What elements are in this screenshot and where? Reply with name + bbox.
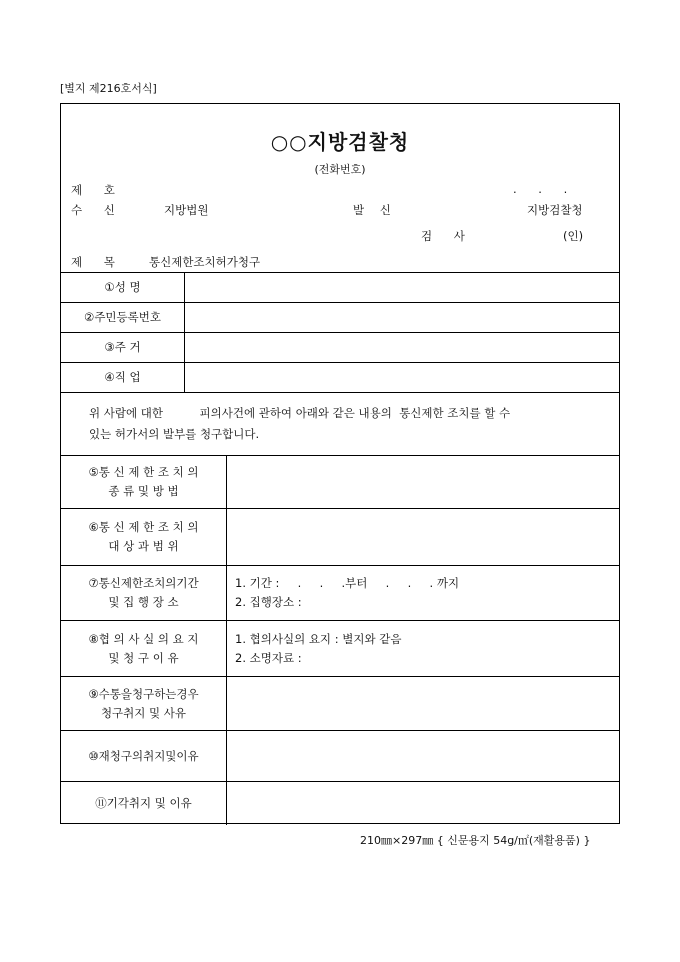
request-line-1: 위 사람에 대한 피의사건에 관하여 아래와 같은 내용의 통신제한 조치를 할 수 [89,406,511,420]
multiple-copies-label-line2: 청구취지 및 사유 [100,705,187,720]
suspicion-reason-label [61,621,227,676]
period-place-field[interactable] [227,566,619,620]
name-label: ①성 명 [61,273,185,302]
dismissal-label [61,782,227,825]
measure-target-field[interactable] [227,509,619,565]
address-label: ③주 거 [61,333,185,362]
phone-number-label: (전화번호) [314,163,366,176]
re-request-field[interactable] [227,731,619,781]
suspicion-summary-value: 1. 협의사실의 요지 : 별지와 같음 [235,631,402,646]
prosecutor-label: 검 사 [421,229,474,243]
measure-target-label-line2: 대 상 과 범 위 [108,539,179,553]
multiple-copies-label-line1: ⑨수통을청구하는경우 [88,686,199,701]
resident-number-label: ②주민등록번호 [61,303,185,332]
measure-target-label [61,509,227,565]
re-request-row [61,730,619,781]
measure-target-label-line1: ⑥통 신 제 한 조 치 의 [88,520,199,534]
form-title: ○○지방검찰청 [270,130,410,154]
multiple-copies-field[interactable] [227,677,619,730]
measure-target-row [61,508,619,565]
form-number-label: [별지 제216호서식] [60,82,157,95]
period-place-label-line2: 및 집 행 장 소 [108,595,179,609]
dismissal-label-line1: ⑪기각취지 및 이유 [95,796,192,810]
document-number-label: 제 호 [71,183,124,197]
recipient-value: 지방법원 [164,203,209,217]
name-row [61,272,619,302]
occupation-label: ④직 업 [61,363,185,392]
subject-value: 통신제한조치허가청구 [149,255,261,269]
period-place-label [61,566,227,620]
sender-value: 지방검찰청 [527,203,583,217]
measure-type-label [61,456,227,508]
document-date: . . . [513,182,577,196]
seal-mark: (인) [563,229,584,243]
place-value: 2. 집행장소 : [235,595,302,609]
evidence-value: 2. 소명자료 : [235,650,302,665]
address-row [61,332,619,362]
resident-number-field[interactable] [185,303,619,332]
re-request-label-line1: ⑩재청구의취지및이유 [88,748,199,763]
dismissal-field[interactable] [227,782,619,825]
multiple-copies-label [61,677,227,730]
occupation-row [61,362,619,392]
subject-label: 제 목 [71,255,124,269]
name-field[interactable] [185,273,619,302]
period-value: 1. 기간 : . . .부터 . . . 까지 [235,576,460,590]
sender-label: 발 신 [353,203,397,217]
measure-type-field[interactable] [227,456,619,508]
suspicion-reason-label-line1: ⑧협 의 사 실 의 요 지 [88,631,199,646]
suspicion-reason-row [61,620,619,676]
dismissal-row [61,781,619,825]
address-field[interactable] [185,333,619,362]
recipient-label: 수 신 [71,203,124,217]
measure-type-row [61,455,619,508]
resident-number-row [61,302,619,332]
form-frame [60,103,620,824]
request-paragraph-row [61,392,619,455]
form-header [61,104,619,274]
paper-spec-footer: 210㎜×297㎜ { 신문용지 54g/㎡(재활용품) } [360,834,591,847]
multiple-copies-row [61,676,619,730]
request-line-2: 있는 허가서의 발부를 청구합니다. [89,427,260,441]
suspicion-reason-field[interactable] [227,621,619,676]
period-place-row [61,565,619,620]
suspicion-reason-label-line2: 및 청 구 이 유 [108,650,179,665]
occupation-field[interactable] [185,363,619,392]
re-request-label [61,731,227,781]
request-paragraph [89,403,611,445]
measure-type-label-line1: ⑤통 신 제 한 조 치 의 [88,465,199,479]
measure-type-label-line2: 종 류 및 방 법 [108,484,179,498]
period-place-label-line1: ⑦통신제한조치의기간 [88,576,199,590]
